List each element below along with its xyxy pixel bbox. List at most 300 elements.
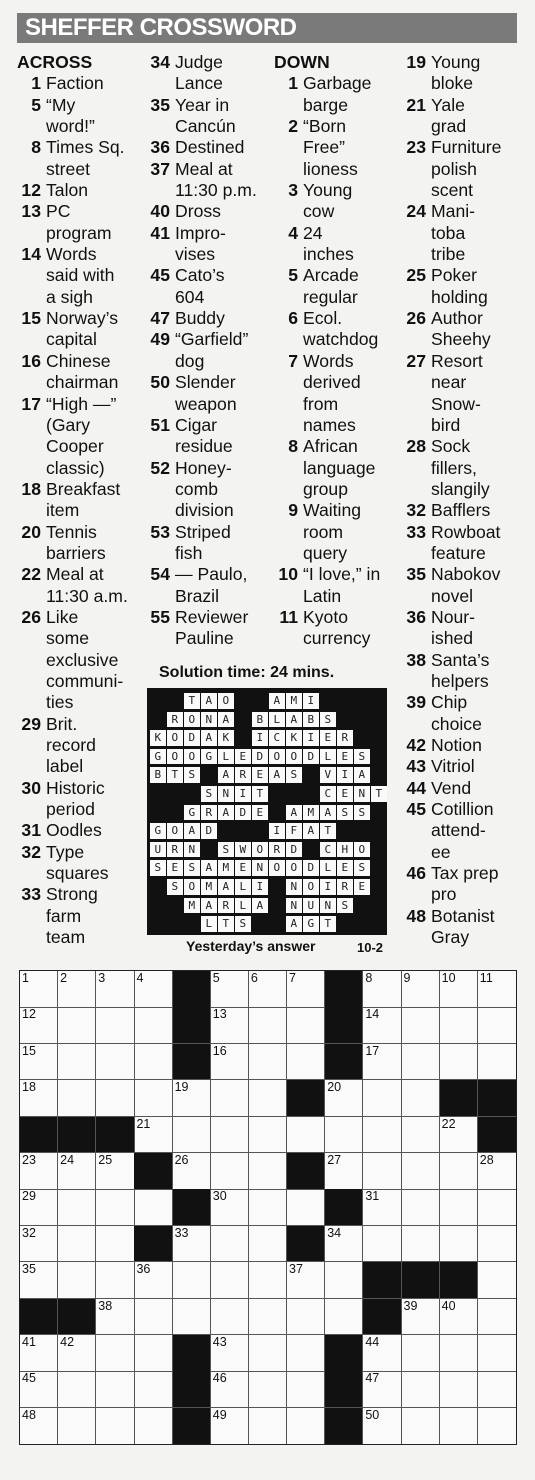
grid-cell[interactable] bbox=[478, 1189, 516, 1226]
grid-cell[interactable] bbox=[402, 1080, 440, 1117]
clue-text: Faction bbox=[46, 73, 104, 94]
answer-cell: O bbox=[184, 749, 200, 765]
grid-cell[interactable] bbox=[325, 1226, 363, 1263]
black-square bbox=[173, 1007, 211, 1044]
cell-number: 18 bbox=[22, 1080, 36, 1095]
answer-cell: E bbox=[337, 786, 353, 802]
clue-text: Cato’s 604 bbox=[175, 265, 225, 307]
grid-cell[interactable] bbox=[249, 1226, 287, 1263]
cell-number: 38 bbox=[98, 1298, 113, 1313]
answer-cell: I bbox=[303, 693, 319, 709]
answer-cell: D bbox=[184, 730, 200, 746]
clue-col4-43 bbox=[402, 756, 501, 777]
clue-text: Brit. record label bbox=[46, 713, 96, 777]
answer-cell: O bbox=[303, 879, 319, 895]
clue-text: “I love,” in Latin bbox=[303, 564, 381, 606]
black-square bbox=[287, 1153, 325, 1190]
grid-cell[interactable] bbox=[440, 1226, 478, 1263]
clue-col2-54 bbox=[146, 564, 257, 607]
clue-number: 31 bbox=[21, 820, 41, 841]
grid-cell[interactable] bbox=[211, 1408, 249, 1445]
clue-col3-6 bbox=[274, 308, 380, 351]
grid-cell[interactable] bbox=[211, 1080, 249, 1117]
grid-cell[interactable] bbox=[363, 1080, 401, 1117]
black-square bbox=[402, 1262, 440, 1299]
grid-cell[interactable] bbox=[58, 1226, 96, 1263]
answer-cell: R bbox=[337, 730, 353, 746]
grid-cell[interactable] bbox=[287, 1335, 325, 1372]
grid-cell[interactable] bbox=[58, 1044, 96, 1081]
grid-cell[interactable] bbox=[211, 971, 249, 1008]
cell-number: 39 bbox=[403, 1298, 418, 1313]
answer-cell: C bbox=[269, 730, 285, 746]
grid-cell[interactable] bbox=[363, 1153, 401, 1190]
grid-cell[interactable] bbox=[402, 1371, 440, 1408]
grid-cell[interactable] bbox=[363, 1226, 401, 1263]
answer-cell: K bbox=[150, 730, 166, 746]
clue-number: 48 bbox=[406, 905, 426, 926]
grid-cell[interactable] bbox=[249, 1299, 287, 1336]
grid-cell[interactable] bbox=[58, 1189, 96, 1226]
answer-cell: E bbox=[337, 749, 353, 765]
grid-cell[interactable] bbox=[287, 1262, 325, 1299]
answer-cell: U bbox=[150, 842, 166, 858]
answer-cell: O bbox=[286, 749, 302, 765]
black-square bbox=[363, 1299, 401, 1336]
grid-cell[interactable] bbox=[402, 1153, 440, 1190]
grid-cell[interactable] bbox=[287, 1044, 325, 1081]
answer-cell: E bbox=[252, 805, 268, 821]
answer-cell: S bbox=[354, 749, 370, 765]
answer-cell: E bbox=[167, 860, 183, 876]
cell-number: 41 bbox=[22, 1335, 36, 1349]
answer-cell: M bbox=[303, 805, 319, 821]
grid-cell[interactable] bbox=[440, 1044, 478, 1081]
clue-text: Honey- comb division bbox=[175, 457, 234, 521]
answer-cell: A bbox=[201, 730, 217, 746]
answer-cell: E bbox=[337, 860, 353, 876]
clue-number: 36 bbox=[150, 137, 170, 158]
grid-cell[interactable] bbox=[249, 1007, 287, 1044]
grid-cell[interactable] bbox=[440, 1153, 478, 1190]
clue-text: Rowboat feature bbox=[431, 521, 501, 563]
grid-cell[interactable] bbox=[211, 1007, 249, 1044]
grid-cell[interactable] bbox=[478, 1408, 516, 1445]
answer-cell: O bbox=[184, 879, 200, 895]
across-clues-column-2 bbox=[146, 52, 257, 650]
answer-cell: I bbox=[252, 879, 268, 895]
grid-cell[interactable] bbox=[402, 1007, 440, 1044]
grid-cell[interactable] bbox=[96, 971, 134, 1008]
clue-number: 26 bbox=[21, 606, 41, 627]
cell-number: 10 bbox=[441, 971, 456, 985]
grid-cell[interactable] bbox=[325, 1299, 363, 1336]
grid-cell[interactable] bbox=[96, 1080, 134, 1117]
grid-cell[interactable] bbox=[20, 1408, 58, 1445]
grid-cell[interactable] bbox=[249, 1189, 287, 1226]
clue-number: 12 bbox=[21, 180, 41, 201]
grid-cell[interactable] bbox=[20, 1153, 58, 1190]
answer-cell: D bbox=[252, 749, 268, 765]
black-square bbox=[325, 1044, 363, 1081]
cell-number: 30 bbox=[212, 1189, 227, 1204]
answer-cell: M bbox=[201, 879, 217, 895]
clue-text: Arcade regular bbox=[303, 265, 359, 307]
grid-cell[interactable] bbox=[173, 1080, 211, 1117]
yesterdays-answer-caption: Yesterday’s answer bbox=[186, 938, 316, 954]
clue-number: 8 bbox=[288, 436, 298, 457]
black-square bbox=[478, 1117, 516, 1154]
grid-cell[interactable] bbox=[402, 1299, 440, 1336]
grid-cell[interactable] bbox=[20, 1226, 58, 1263]
clue-text: Destined bbox=[175, 137, 245, 158]
grid-cell[interactable] bbox=[173, 1153, 211, 1190]
answer-cell: A bbox=[201, 860, 217, 876]
black-square bbox=[440, 1262, 478, 1299]
grid-cell[interactable] bbox=[363, 1408, 401, 1445]
grid-cell[interactable] bbox=[402, 1226, 440, 1263]
answer-cell: A bbox=[218, 879, 234, 895]
grid-cell[interactable] bbox=[363, 1117, 401, 1154]
cell-number: 8 bbox=[365, 971, 373, 985]
answer-cell: N bbox=[184, 842, 200, 858]
grid-cell[interactable] bbox=[96, 1408, 134, 1445]
clue-text: Author Sheehy bbox=[431, 308, 491, 350]
clue-text: Vitriol bbox=[431, 756, 475, 777]
grid-cell[interactable] bbox=[287, 1117, 325, 1154]
clue-col4-27 bbox=[402, 351, 501, 436]
grid-cell[interactable] bbox=[287, 1408, 325, 1445]
grid-cell[interactable] bbox=[440, 971, 478, 1008]
clue-number: 44 bbox=[406, 777, 426, 798]
answer-cell: O bbox=[252, 842, 268, 858]
grid-cell[interactable] bbox=[58, 1335, 96, 1372]
grid-cell[interactable] bbox=[363, 971, 401, 1008]
grid-cell[interactable] bbox=[478, 1335, 516, 1372]
clue-number: 15 bbox=[21, 308, 41, 329]
clue-text: Slender weapon bbox=[175, 372, 237, 414]
clue-col2-47 bbox=[146, 308, 257, 329]
cell-number: 5 bbox=[212, 971, 220, 985]
grid-cell[interactable] bbox=[134, 1117, 172, 1154]
grid-cell[interactable] bbox=[440, 1117, 478, 1154]
grid-cell[interactable] bbox=[20, 1007, 58, 1044]
grid-cell[interactable] bbox=[20, 1080, 58, 1117]
clue-col4-35 bbox=[402, 564, 501, 607]
grid-cell[interactable] bbox=[325, 1117, 363, 1154]
grid-cell[interactable] bbox=[211, 1299, 249, 1336]
grid-cell[interactable] bbox=[440, 1299, 478, 1336]
clue-col2-40 bbox=[146, 201, 257, 222]
grid-cell[interactable] bbox=[134, 971, 172, 1008]
grid-cell[interactable] bbox=[363, 1335, 401, 1372]
grid-cell[interactable] bbox=[363, 1007, 401, 1044]
grid-cell[interactable] bbox=[20, 1044, 58, 1081]
clue-col4-33 bbox=[402, 522, 501, 565]
grid-cell[interactable] bbox=[134, 1044, 172, 1081]
grid-cell[interactable] bbox=[58, 1153, 96, 1190]
clue-text: Resort near Snow- bird bbox=[431, 350, 483, 435]
clue-text: Mani- toba tribe bbox=[431, 201, 475, 265]
clue-text: “High —” (Gary Cooper classic) bbox=[46, 393, 117, 478]
grid-cell[interactable] bbox=[363, 1371, 401, 1408]
answer-cell: S bbox=[218, 842, 234, 858]
answer-cell: R bbox=[167, 842, 183, 858]
grid-cell[interactable] bbox=[58, 1007, 96, 1044]
grid-cell[interactable] bbox=[211, 1371, 249, 1408]
answer-cell: C bbox=[320, 842, 336, 858]
clue-col3-8 bbox=[274, 436, 380, 500]
grid-cell[interactable] bbox=[20, 1335, 58, 1372]
grid-cell[interactable] bbox=[96, 1153, 134, 1190]
grid-cell[interactable] bbox=[249, 971, 287, 1008]
clue-col1-14 bbox=[17, 244, 128, 308]
grid-cell[interactable] bbox=[478, 1299, 516, 1336]
clue-col1-12 bbox=[17, 180, 128, 201]
clue-text: Meal at 11:30 a.m. bbox=[46, 564, 128, 606]
grid-cell[interactable] bbox=[20, 1371, 58, 1408]
grid-cell[interactable] bbox=[20, 1262, 58, 1299]
grid-cell[interactable] bbox=[211, 1262, 249, 1299]
grid-cell[interactable] bbox=[96, 1371, 134, 1408]
answer-cell: S bbox=[354, 860, 370, 876]
answer-cell: T bbox=[320, 916, 336, 932]
clue-number: 34 bbox=[150, 52, 170, 72]
grid-cell[interactable] bbox=[402, 1189, 440, 1226]
grid-cell[interactable] bbox=[249, 1153, 287, 1190]
clue-number: 35 bbox=[406, 564, 426, 585]
clue-text: Striped fish bbox=[175, 521, 231, 563]
grid-cell[interactable] bbox=[96, 1262, 134, 1299]
grid-cell[interactable] bbox=[134, 1371, 172, 1408]
grid-cell[interactable] bbox=[363, 1044, 401, 1081]
answer-cell: S bbox=[184, 860, 200, 876]
grid-cell[interactable] bbox=[478, 1226, 516, 1263]
cell-number: 19 bbox=[174, 1080, 189, 1095]
yesterdays-answer-grid bbox=[147, 688, 387, 935]
grid-cell[interactable] bbox=[440, 1371, 478, 1408]
black-square bbox=[20, 1117, 58, 1154]
grid-cell[interactable] bbox=[478, 1044, 516, 1081]
grid-cell[interactable] bbox=[134, 1007, 172, 1044]
answer-cell: D bbox=[201, 823, 217, 839]
grid-cell[interactable] bbox=[134, 1299, 172, 1336]
answer-cell: A bbox=[218, 712, 234, 728]
grid-cell[interactable] bbox=[325, 1262, 363, 1299]
answer-cell: S bbox=[354, 805, 370, 821]
black-square bbox=[325, 971, 363, 1008]
grid-cell[interactable] bbox=[134, 1335, 172, 1372]
grid-cell[interactable] bbox=[440, 1007, 478, 1044]
clue-text: Year in Cancún bbox=[175, 94, 236, 137]
clue-number: 50 bbox=[150, 372, 170, 393]
grid-cell[interactable] bbox=[402, 1117, 440, 1154]
grid-cell[interactable] bbox=[478, 971, 516, 1008]
clue-col1-30 bbox=[17, 778, 128, 821]
grid-cell[interactable] bbox=[58, 971, 96, 1008]
grid-cell[interactable] bbox=[440, 1335, 478, 1372]
grid-cell[interactable] bbox=[134, 1080, 172, 1117]
grid-cell[interactable] bbox=[478, 1262, 516, 1299]
grid-cell[interactable] bbox=[20, 971, 58, 1008]
answer-cell: W bbox=[235, 842, 251, 858]
grid-cell[interactable] bbox=[402, 1335, 440, 1372]
grid-cell[interactable] bbox=[287, 1189, 325, 1226]
answer-cell: A bbox=[286, 712, 302, 728]
clue-col1-31 bbox=[17, 820, 128, 841]
clue-number: 8 bbox=[31, 137, 41, 158]
black-square bbox=[20, 1299, 58, 1336]
answer-cell: O bbox=[269, 860, 285, 876]
grid-cell[interactable] bbox=[211, 1189, 249, 1226]
grid-cell[interactable] bbox=[249, 1080, 287, 1117]
grid-cell[interactable] bbox=[134, 1408, 172, 1445]
cell-number: 33 bbox=[174, 1225, 189, 1240]
grid-cell[interactable] bbox=[249, 1117, 287, 1154]
grid-cell[interactable] bbox=[173, 1262, 211, 1299]
black-square bbox=[134, 1153, 172, 1190]
answer-cell: K bbox=[286, 730, 302, 746]
grid-cell[interactable] bbox=[249, 1262, 287, 1299]
black-square bbox=[173, 1189, 211, 1226]
answer-cell: A bbox=[286, 916, 302, 932]
grid-cell[interactable] bbox=[287, 1007, 325, 1044]
answer-cell: I bbox=[252, 730, 268, 746]
grid-cell[interactable] bbox=[58, 1371, 96, 1408]
clue-col1-29 bbox=[17, 714, 128, 778]
answer-cell: A bbox=[269, 767, 285, 783]
clue-col3-9 bbox=[274, 500, 380, 564]
clue-number: 17 bbox=[21, 393, 41, 414]
grid-cell[interactable] bbox=[96, 1189, 134, 1226]
grid-cell[interactable] bbox=[134, 1262, 172, 1299]
clue-number: 53 bbox=[150, 521, 170, 542]
answer-cell: A bbox=[303, 823, 319, 839]
grid-cell[interactable] bbox=[287, 1299, 325, 1336]
clue-text: Vend bbox=[431, 777, 472, 798]
black-square bbox=[325, 1007, 363, 1044]
clue-col4-28 bbox=[402, 436, 501, 500]
grid-cell[interactable] bbox=[134, 1189, 172, 1226]
answer-cell: T bbox=[252, 786, 268, 802]
cell-number: 11 bbox=[479, 971, 493, 985]
answer-cell: E bbox=[235, 860, 251, 876]
clue-text: Bafflers bbox=[431, 500, 491, 521]
grid-cell[interactable] bbox=[211, 1226, 249, 1263]
grid-cell[interactable] bbox=[173, 1299, 211, 1336]
grid-cell[interactable] bbox=[325, 1080, 363, 1117]
grid-cell[interactable] bbox=[96, 1299, 134, 1336]
clue-number: 46 bbox=[406, 863, 426, 884]
cell-number: 6 bbox=[250, 971, 258, 985]
clue-text: 24 inches bbox=[303, 222, 354, 265]
grid-cell[interactable] bbox=[58, 1080, 96, 1117]
answer-cell: L bbox=[218, 749, 234, 765]
grid-cell[interactable] bbox=[96, 1226, 134, 1263]
grid-cell[interactable] bbox=[249, 1371, 287, 1408]
grid-cell[interactable] bbox=[440, 1189, 478, 1226]
grid-cell[interactable] bbox=[58, 1262, 96, 1299]
grid-cell[interactable] bbox=[96, 1044, 134, 1081]
cell-number: 32 bbox=[22, 1225, 36, 1240]
answer-cell: A bbox=[354, 767, 370, 783]
answer-cell: M bbox=[184, 898, 200, 914]
clue-number: 16 bbox=[21, 350, 41, 371]
grid-cell[interactable] bbox=[249, 1044, 287, 1081]
puzzle-title: SHEFFER CROSSWORD bbox=[25, 14, 297, 41]
answer-cell: N bbox=[201, 712, 217, 728]
grid-cell[interactable] bbox=[249, 1335, 287, 1372]
grid-cell[interactable] bbox=[478, 1153, 516, 1190]
cell-number: 28 bbox=[479, 1153, 494, 1167]
cell-number: 49 bbox=[212, 1407, 227, 1422]
grid-cell[interactable] bbox=[402, 1044, 440, 1081]
cell-number: 16 bbox=[212, 1043, 227, 1058]
grid-cell[interactable] bbox=[402, 1408, 440, 1445]
grid-cell[interactable] bbox=[173, 1226, 211, 1263]
clue-col1-18 bbox=[17, 479, 128, 522]
clue-col2-52 bbox=[146, 458, 257, 522]
grid-cell[interactable] bbox=[211, 1117, 249, 1154]
cell-number: 29 bbox=[22, 1189, 36, 1204]
grid-cell[interactable] bbox=[211, 1153, 249, 1190]
clue-number: 45 bbox=[406, 799, 426, 820]
grid-cell[interactable] bbox=[440, 1408, 478, 1445]
answer-cell: K bbox=[218, 730, 234, 746]
cell-number: 26 bbox=[174, 1153, 189, 1167]
clue-text: PC program bbox=[46, 201, 112, 243]
grid-cell[interactable] bbox=[249, 1408, 287, 1445]
grid-cell[interactable] bbox=[58, 1408, 96, 1445]
grid-cell[interactable] bbox=[96, 1335, 134, 1372]
answer-cell: A bbox=[286, 805, 302, 821]
clue-col3-5 bbox=[274, 265, 380, 308]
answer-cell: S bbox=[184, 767, 200, 783]
grid-cell[interactable] bbox=[211, 1044, 249, 1081]
clue-text: Dross bbox=[175, 201, 221, 222]
grid-cell[interactable] bbox=[211, 1335, 249, 1372]
cell-number: 20 bbox=[327, 1080, 342, 1095]
grid-cell[interactable] bbox=[363, 1189, 401, 1226]
grid-cell[interactable] bbox=[173, 1117, 211, 1154]
answer-cell: G bbox=[184, 805, 200, 821]
cell-number: 43 bbox=[212, 1335, 227, 1349]
yesterdays-answer-date: 10-2 bbox=[357, 940, 384, 955]
clue-col1-15 bbox=[17, 308, 128, 351]
grid-cell[interactable] bbox=[20, 1189, 58, 1226]
answer-cell: L bbox=[235, 879, 251, 895]
clue-col4-19 bbox=[402, 52, 501, 95]
grid-cell[interactable] bbox=[287, 971, 325, 1008]
grid-cell[interactable] bbox=[478, 1371, 516, 1408]
cell-number: 4 bbox=[136, 971, 144, 985]
answer-cell: A bbox=[218, 805, 234, 821]
answer-cell: A bbox=[269, 693, 285, 709]
grid-cell[interactable] bbox=[402, 971, 440, 1008]
clue-number: 26 bbox=[406, 308, 426, 329]
cell-number: 14 bbox=[365, 1007, 380, 1022]
grid-cell[interactable] bbox=[287, 1371, 325, 1408]
grid-cell[interactable] bbox=[96, 1007, 134, 1044]
clue-col4-39 bbox=[402, 692, 501, 735]
clue-col1-20 bbox=[17, 522, 128, 565]
grid-cell[interactable] bbox=[478, 1007, 516, 1044]
clue-number: 18 bbox=[21, 478, 41, 499]
clue-text: Tax prep pro bbox=[431, 863, 499, 905]
clue-number: 37 bbox=[150, 158, 170, 179]
grid-cell[interactable] bbox=[325, 1153, 363, 1190]
answer-cell: N bbox=[218, 786, 234, 802]
